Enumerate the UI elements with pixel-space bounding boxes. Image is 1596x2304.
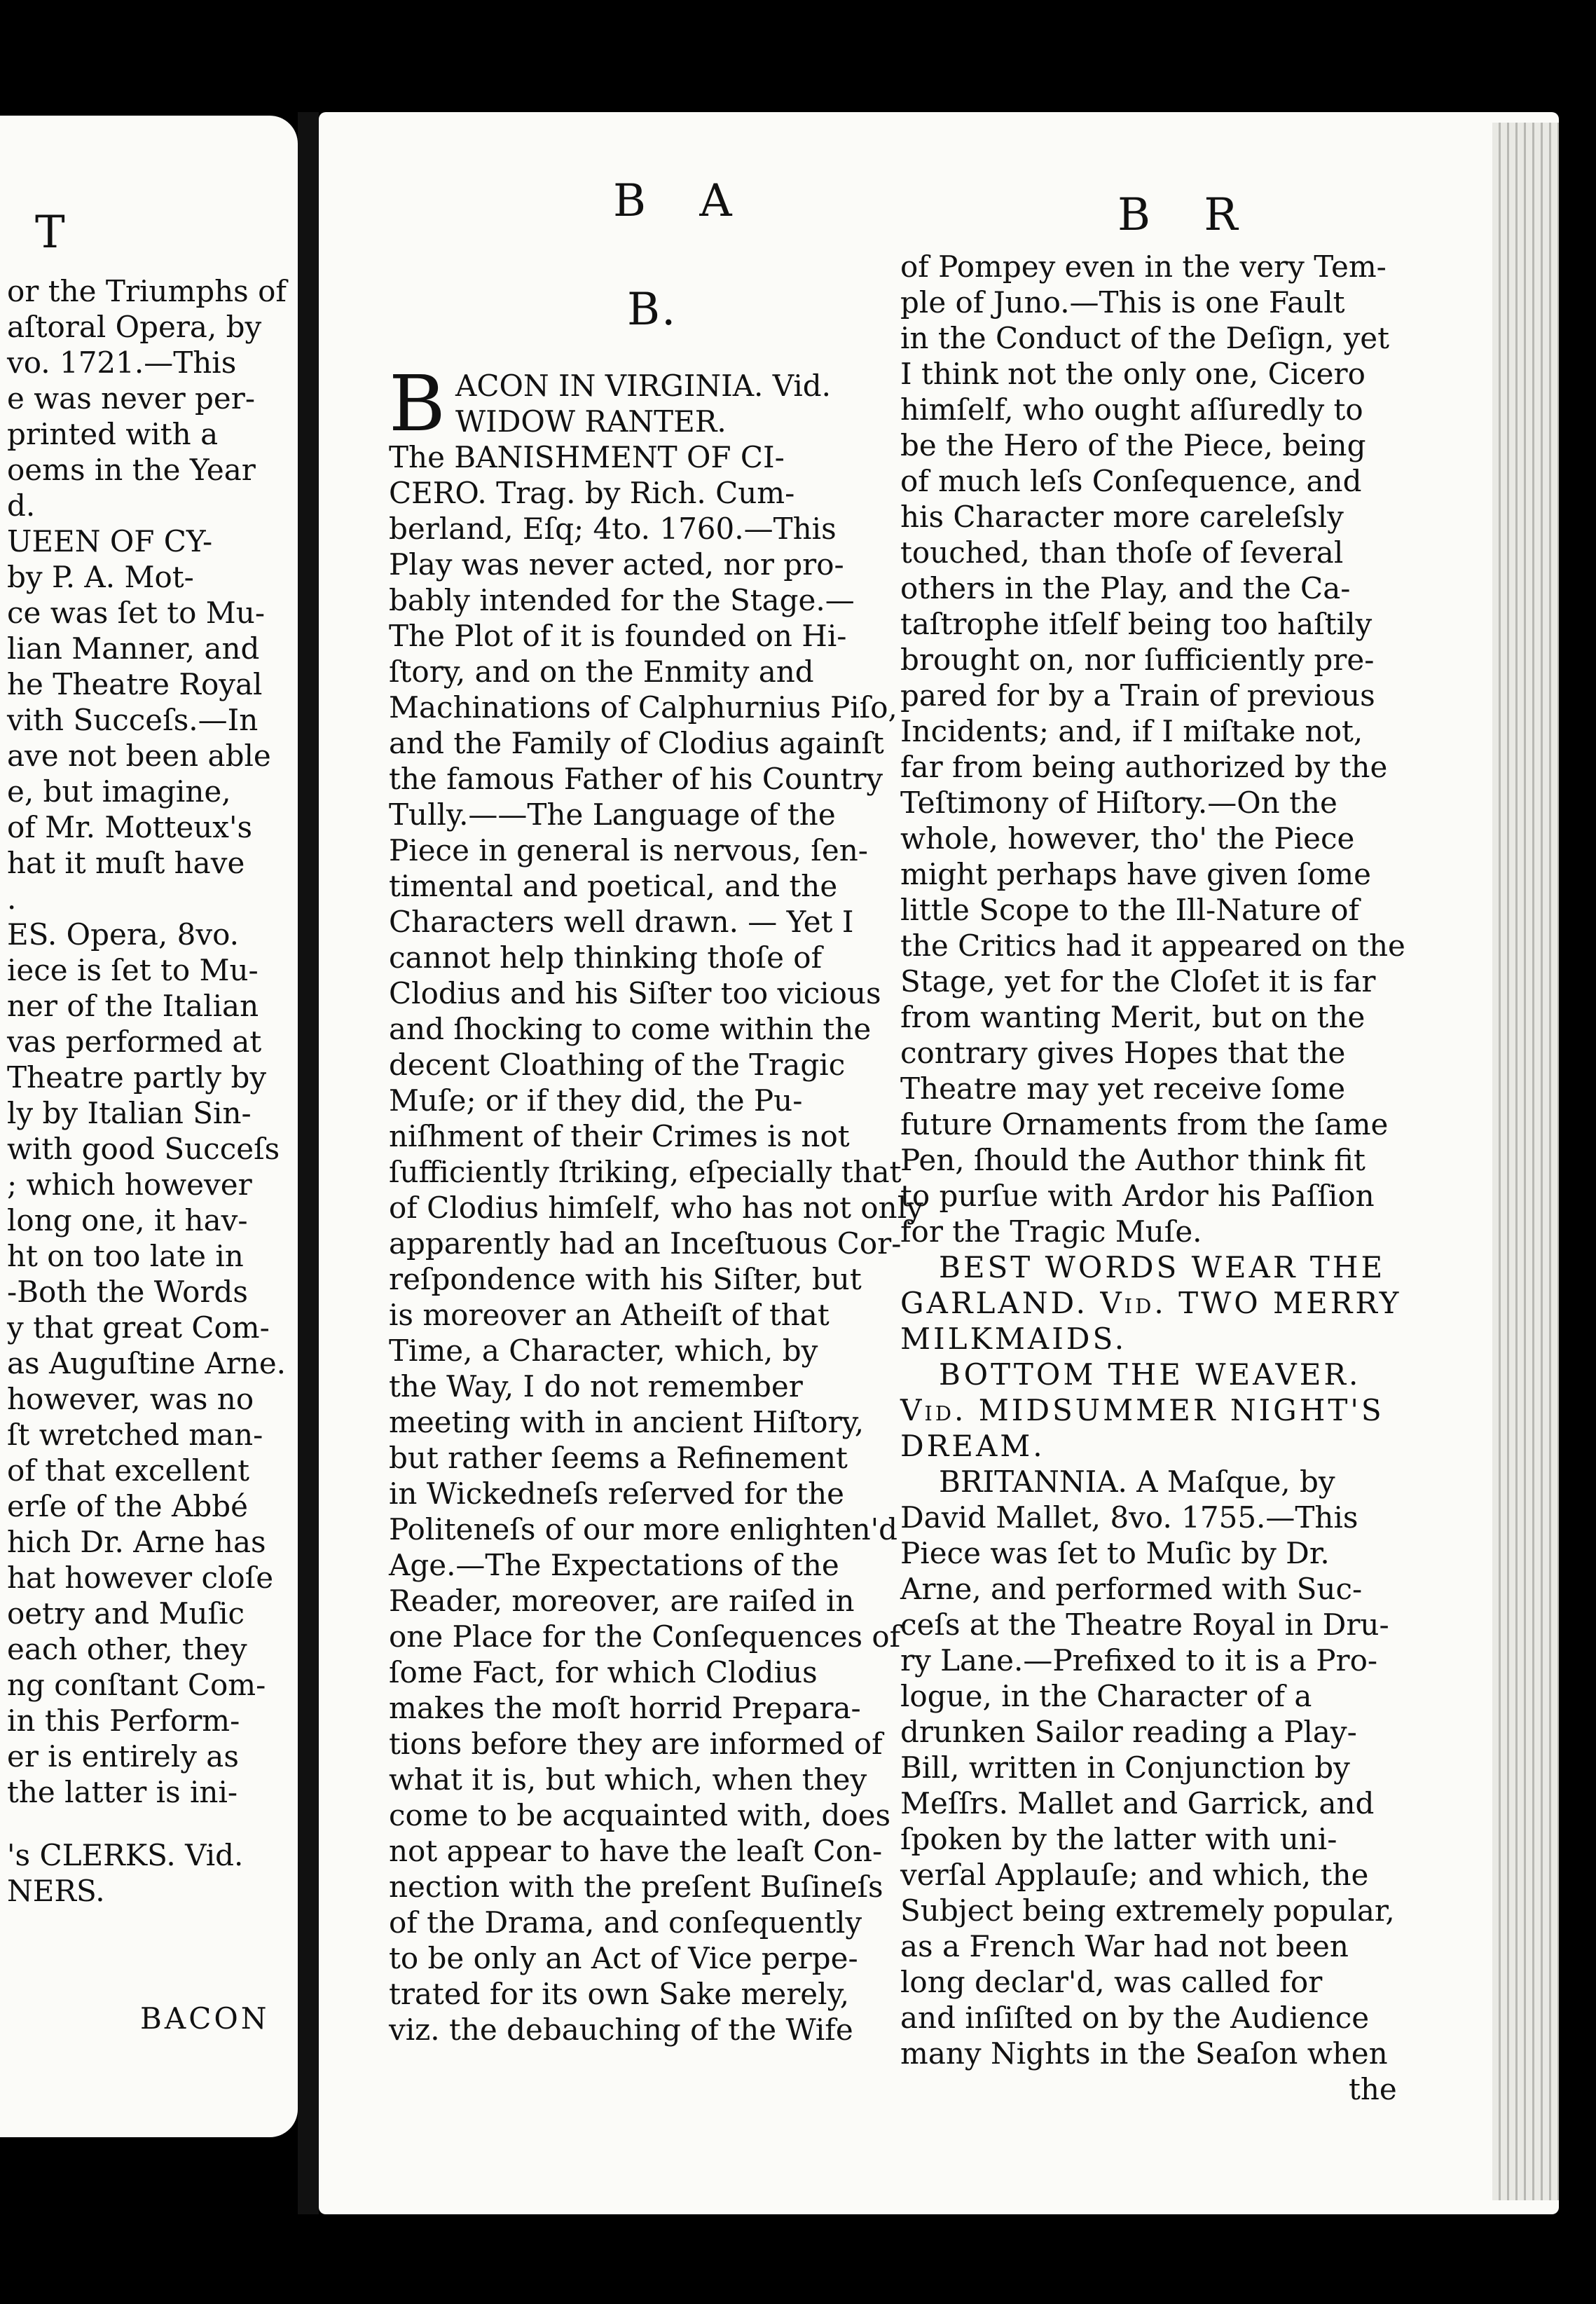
text-line: oetry and Muſic [7,1596,245,1631]
text-line: 's CLERKS. Vid. [7,1838,244,1872]
text-line: long one, it hav- [7,1203,248,1237]
text-line: Clodius and his Siſter too vicious [389,976,881,1010]
text-line: the latter is ini- [7,1775,238,1809]
text-line: reſpondence with his Siſter, but [389,1262,862,1296]
text-line: viz. the debauching of the Wife [389,2012,853,2047]
text-line: cannot help thinking thoſe of [389,940,823,975]
text-line: UEEN OF CY- [7,524,213,558]
text-line: The BANISHMENT OF CI- [389,440,785,474]
text-line: Piece was ſet to Muſic by Dr. [900,1536,1330,1570]
text-line: in the Conduct of the Deſign, yet [900,321,1390,355]
drop-cap-b: B [389,359,446,448]
left-page-text [7,116,298,2137]
text-line: to purſue with Ardor his Paſſion [900,1179,1375,1213]
text-line: Muſe; or if they did, the Pu- [389,1083,803,1118]
text-line: vas performed at [7,1024,262,1059]
text-line: his Character more careleſsly [900,500,1344,534]
text-line: e was never per- [7,381,256,416]
text-line: as Auguſtine Arne. [7,1346,287,1380]
catchword: BACON [140,2001,270,2036]
text-line: y that great Com- [7,1310,270,1345]
text-line: ht on too late in [7,1239,244,1273]
text-line: whole, however, tho' the Piece [900,821,1355,856]
text-line: the Way, I do not remember [389,1369,803,1404]
text-line: meeting with in ancient Hiſtory, [389,1405,865,1439]
text-line: niſhment of their Crimes is not [389,1119,850,1153]
text-line: Time, a Character, which, by [389,1333,818,1368]
text-line: erſe of the Abbé [7,1489,248,1523]
text-line: as a French War had not been [900,1929,1349,1963]
running-head-left: B A [613,175,752,227]
text-line: from wanting Merit, but on the [900,1000,1365,1034]
text-line: Tully.——The Language of the [389,797,836,832]
text-line: ſt wretched man- [7,1418,263,1452]
text-line: by P. A. Mot- [7,560,194,594]
text-line: Meſſrs. Mallet and Garrick, and [900,1786,1375,1820]
text-line: the famous Father of his Country [389,762,883,796]
text-line: future Ornaments from the ſame [900,1107,1389,1141]
text-line: and the Family of Clodius againſt [389,726,884,760]
text-line: one Place for the Conſequences of [389,1619,901,1654]
text-line: of Clodius himſelf, who has not only [389,1191,923,1225]
text-line: Incidents; and, if I miſtake not, [900,714,1363,748]
text-line: Bill, written in Conjunction by [900,1750,1350,1785]
text-line: for the Tragic Muſe. [900,1214,1202,1249]
text-line: of much leſs Conſequence, and [900,464,1362,498]
text-line: er is entirely as [7,1739,239,1774]
text-line: The Plot of it is founded on Hi- [389,619,847,653]
text-line: Play was never acted, nor pro- [389,547,844,582]
text-line: come to be acquainted with, does [389,1798,891,1832]
text-line: himſelf, who ought aſſuredly to [900,392,1363,427]
text-line: Age.—The Expectations of the [389,1548,839,1582]
text-line: might perhaps have given ſome [900,857,1371,891]
text-line: Reader, moreover, are raiſed in [389,1584,855,1618]
text-line: each other, they [7,1632,247,1666]
text-line: NERS. [7,1874,105,1908]
text-line: Pen, ſhould the Author think fit [900,1143,1365,1177]
section-letter: B. [627,284,677,336]
text-line: ſome Fact, for which Clodius [389,1655,818,1689]
left-page [0,116,298,2137]
text-line: taſtrophe itſelf being too haſtily [900,607,1373,641]
text-line: trated for its own Sake merely, [389,1977,850,2011]
text-line: timental and poetical, and the [389,869,838,903]
text-line: ave not been able [7,739,271,773]
text-line: CERO. Trag. by Rich. Cum- [389,476,795,510]
text-line: pared for by a Train of previous [900,678,1375,713]
text-line: ceſs at the Theatre Royal in Dru- [900,1607,1389,1642]
text-line: ACON IN VIRGINIA. Vid. [455,369,832,403]
text-line: is moreover an Atheiſt of that [389,1298,830,1332]
text-line: however, was no [7,1382,254,1416]
text-line: with good Succeſs [7,1132,280,1166]
text-line: DREAM. [900,1429,1045,1463]
text-line: be the Hero of the Piece, being [900,428,1366,462]
text-line: ſtory, and on the Enmity and [389,654,814,689]
text-line: of the Drama, and conſequently [389,1905,862,1940]
text-line: ce was ſet to Mu- [7,596,266,630]
text-line: of that excellent [7,1453,249,1488]
text-line: little Scope to the Ill-Nature of [900,893,1360,927]
text-line: and inſiſted on by the Audience [900,2001,1370,2035]
column-1 [389,112,923,2214]
text-line: the Critics had it appeared on the [900,928,1405,963]
text-line: berland, Eſq; 4to. 1760.—This [389,512,837,546]
text-line: far from being authorized by the [900,750,1388,784]
text-line: BEST WORDS WEAR THE [939,1250,1386,1284]
text-line: ES. Opera, 8vo. [7,917,239,952]
text-line: printed with a [7,417,219,451]
text-line: GARLAND. Vid. TWO MERRY [900,1286,1402,1320]
text-line: aſtoral Opera, by [7,310,262,344]
text-line: long declar'd, was called for [900,1965,1323,1999]
text-line: Stage, yet for the Cloſet it is far [900,964,1376,999]
page-edges [1492,123,1559,2200]
text-line: -Both the Words [7,1275,248,1309]
text-line: others in the Play, and the Ca- [900,571,1351,605]
text-line: of Mr. Motteux's [7,810,253,844]
text-line: Subject being extremely popular, [900,1893,1395,1928]
text-line: makes the moſt horrid Prepara- [389,1691,861,1725]
text-line: ly by Italian Sin- [7,1096,252,1130]
text-line: what it is, but which, when they [389,1762,867,1797]
text-line: BRITANNIA. A Maſque, by [939,1465,1335,1499]
text-line: in this Perform- [7,1703,240,1738]
text-line: . [7,882,17,916]
right-page [319,112,1559,2214]
text-line: contrary gives Hopes that the [900,1036,1346,1070]
text-line: Theatre may yet receive ſome [900,1071,1346,1106]
text-line: vo. 1721.—This [7,345,237,380]
book-spine [298,112,319,2214]
text-line: ple of Juno.—This is one Fault [900,285,1345,320]
text-line: nection with the preſent Buſineſs [389,1870,883,1904]
text-line: d. [7,488,36,523]
text-line: Teſtimony of Hiſtory.—On the [900,786,1337,820]
text-line: I think not the only one, Cicero [900,357,1365,391]
text-line: verſal Applauſe; and which, the [900,1858,1369,1892]
text-line: or the Triumphs of [7,274,287,308]
text-line: Characters well drawn. — Yet I [389,905,854,939]
text-line: iece is ſet to Mu- [7,953,259,987]
text-line: many Nights in the Seaſon when [900,2036,1388,2071]
text-line: decent Cloathing of the Tragic [389,1048,846,1082]
text-line: WIDOW RANTER. [455,404,727,439]
text-line: lian Manner, and [7,631,260,666]
text-line: Piece in general is nervous, ſen- [389,833,868,868]
text-line: but rather ſeems a Refinement [389,1441,848,1475]
text-line: hich Dr. Arne has [7,1525,266,1559]
text-line: ry Lane.—Prefixed to it is a Pro- [900,1643,1378,1678]
column-2 [900,112,1405,2214]
text-line: BOTTOM THE WEAVER. [939,1357,1361,1392]
text-line: to be only an Act of Vice perpe- [389,1941,858,1975]
text-line: e, but imagine, [7,774,231,809]
text-line: MILKMAIDS. [900,1322,1127,1356]
text-line: brought on, nor ſufficiently pre- [900,643,1375,677]
text-line: Machinations of Calphurnius Piſo, [389,690,897,725]
text-line: hat it muſt have [7,846,245,880]
text-line: and ſhocking to come within the [389,1012,872,1046]
text-line: hat however cloſe [7,1561,274,1595]
text-line: of Pompey even in the very Tem- [900,249,1387,284]
text-line: in Wickedneſs reſerved for the [389,1476,845,1511]
text-line: touched, than thoſe of ſeveral [900,535,1344,570]
text-line: vith Succeſs.—In [7,703,259,737]
text-line: David Mallet, 8vo. 1755.—This [900,1500,1358,1535]
text-line: apparently had an Inceſtuous Cor- [389,1226,902,1261]
text-line: oems in the Year [7,453,256,487]
text-line: Vid. MIDSUMMER NIGHT'S [900,1393,1384,1427]
left-running-head: T [35,207,85,259]
text-line: drunken Sailor reading a Play- [900,1715,1357,1749]
text-line: ng conſtant Com- [7,1668,266,1702]
text-line: not appear to have the leaſt Con- [389,1834,883,1868]
text-line: logue, in the Character of a [900,1679,1312,1713]
text-line: ſpoken by the latter with uni- [900,1822,1337,1856]
text-line: ner of the Italian [7,989,259,1023]
text-line: Theatre partly by [7,1060,267,1095]
text-line: ſufficiently ſtriking, eſpecially that [389,1155,902,1189]
text-line: Politeneſs of our more enlighten'd [389,1512,898,1547]
text-line: ; which however [7,1167,252,1202]
catchword: the [1349,2072,1397,2106]
text-line: Arne, and performed with Suc- [900,1572,1363,1606]
text-line: bably intended for the Stage.— [389,583,855,617]
text-line: he Theatre Royal [7,667,263,701]
text-line: tions before they are informed of [389,1727,883,1761]
running-head-right: B R [1117,189,1258,241]
